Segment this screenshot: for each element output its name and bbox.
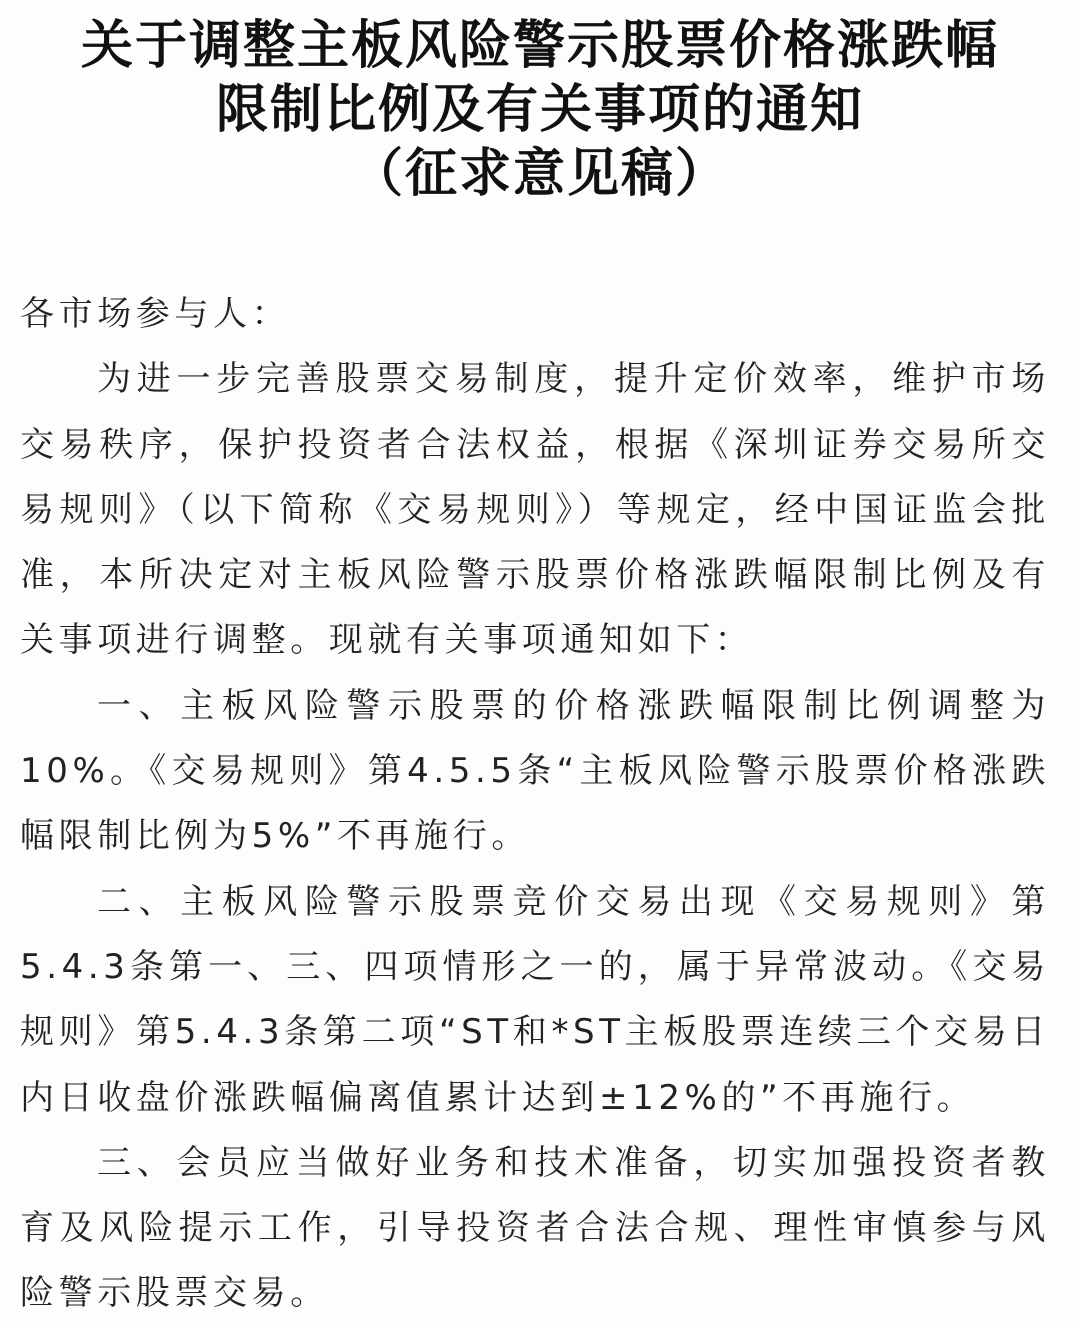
- document-body: [20, 282, 1050, 1327]
- title-line-3: （征求意见稿）: [350, 143, 729, 204]
- paragraph-item-1: 一、主板风险警示股票的价格涨跌幅限制比例调整为10%。《交易规则》第4.5.5条“主板风险警示股票价格涨跌幅限制比例为5%”不再施行。: [20, 685, 1050, 857]
- document-title: [0, 14, 1080, 206]
- paragraph-intro: 为进一步完善股票交易制度，提升定价效率，维护市场交易秩序，保护投资者合法权益，根据《深圳证券交易所交易规则》（以下简称《交易规则》）等规定，经中国证监会批准，本所决定对主板风险警示股票价格涨跌幅限制比例及有关事项进行调整。现就有关事项通知如下：: [20, 359, 1050, 661]
- salutation: 各市场参与人：: [20, 294, 291, 334]
- paragraph-item-3: 三、会员应当做好业务和技术准备，切实加强投资者教育及风险提示工作，引导投资者合法合规、理性审慎参与风险警示股票交易。: [20, 1142, 1050, 1314]
- title-line-2: 限制比例及有关事项的通知: [215, 79, 864, 140]
- paragraph-item-2: 二、主板风险警示股票竞价交易出现《交易规则》第5.4.3条第一、三、四项情形之一的，属于异常波动。《交易规则》第5.4.3条第二项“ST和*ST主板股票连续三个交易日内日收盘价涨跌幅偏离值累计达到±12%的”不再施行。: [20, 881, 1050, 1118]
- title-line-1: 关于调整主板风险警示股票价格涨跌幅: [80, 15, 999, 76]
